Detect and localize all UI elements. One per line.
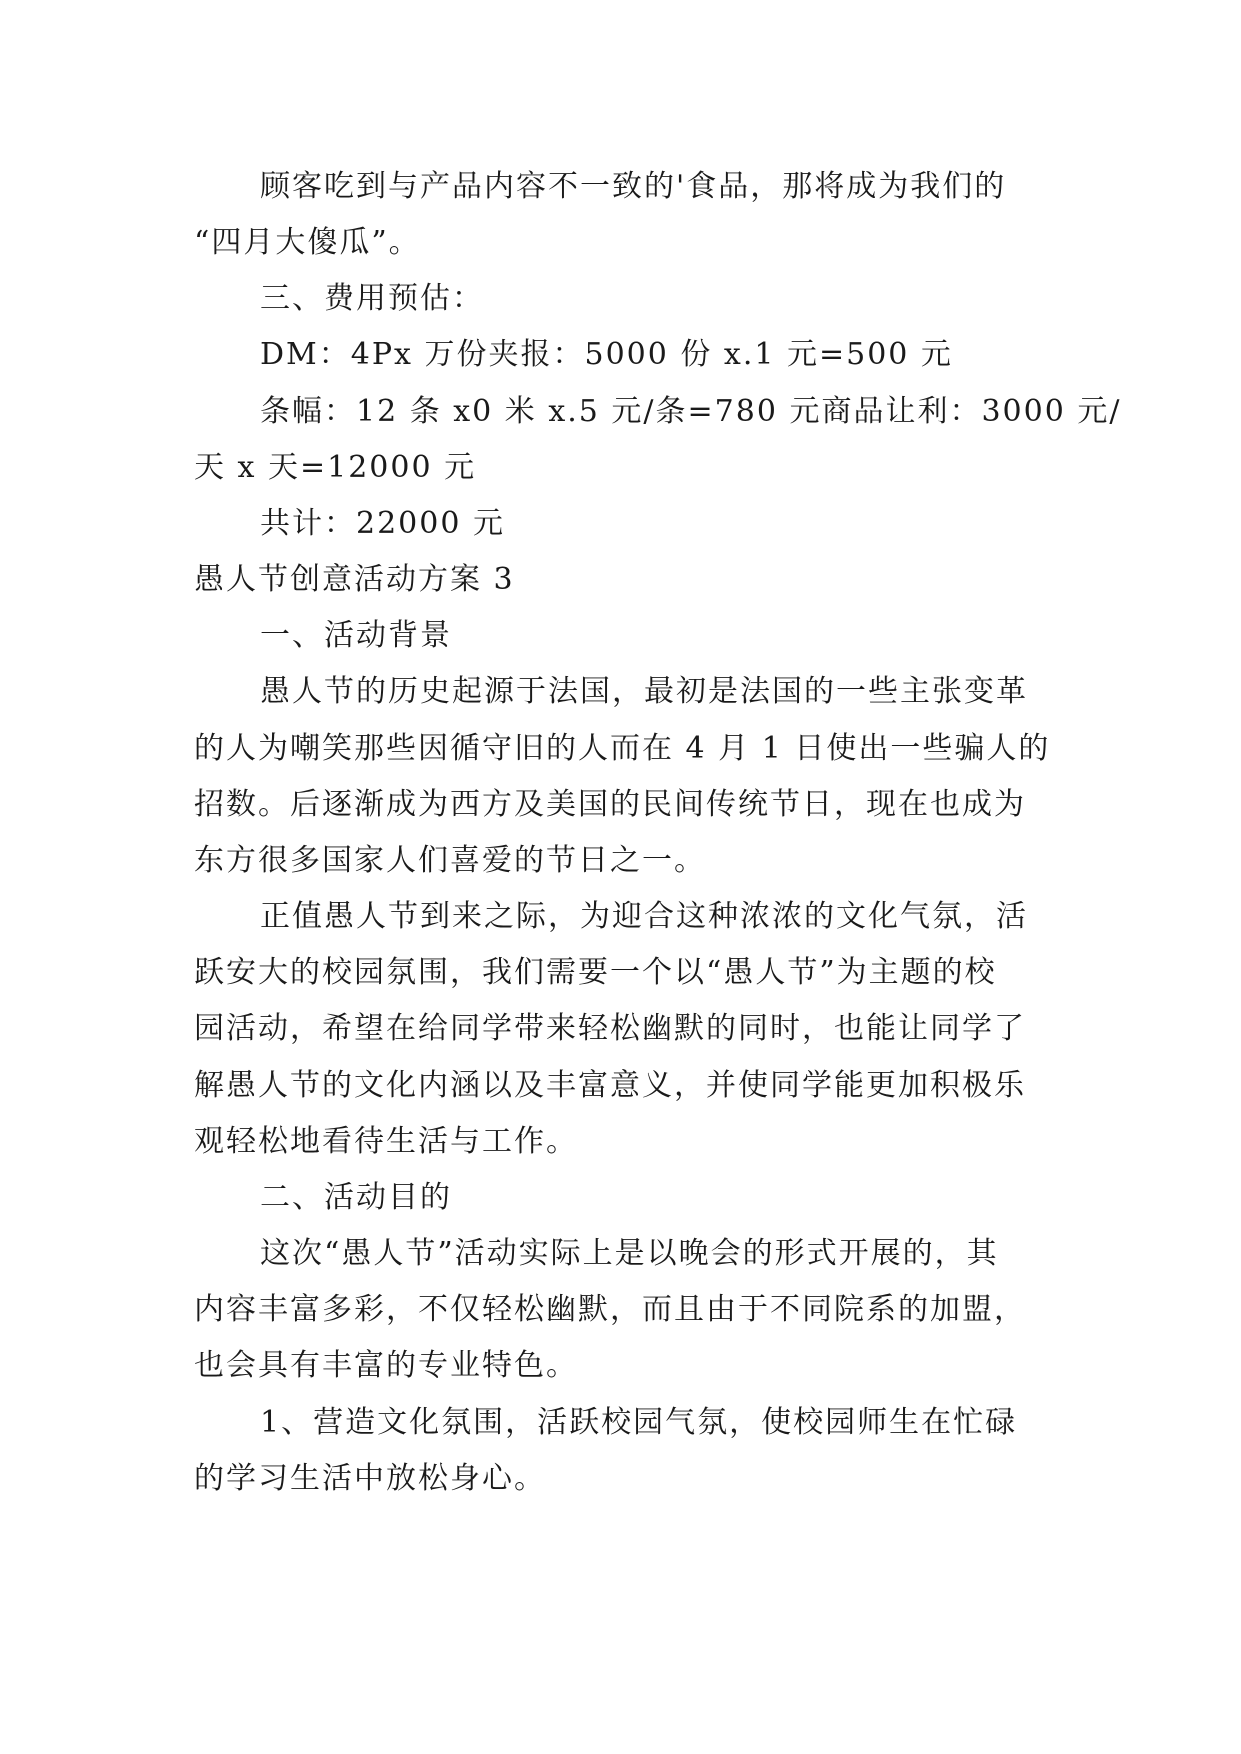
paragraph-line: 愚人节的历史起源于法国，最初是法国的一些主张变革 [260, 674, 1028, 709]
paragraph-line: 解愚人节的文化内涵以及丰富意义，并使同学能更加积极乐 [194, 1068, 1026, 1103]
section-heading: 三、费用预估： [260, 281, 484, 316]
paragraph-line: 天 x 天=12000 元 [194, 450, 477, 485]
paragraph-line: 这次“愚人节”活动实际上是以晚会的形式开展的，其 [260, 1236, 999, 1271]
paragraph-line: 正值愚人节到来之际，为迎合这种浓浓的文化气氛，活 [260, 899, 1028, 934]
paragraph-line: “四月大傻瓜”。 [194, 225, 421, 260]
paragraph-line: 顾客吃到与产品内容不一致的'食品，那将成为我们的 [260, 169, 1007, 204]
paragraph-line: 条幅：12 条 x0 米 x.5 元/条=780 元商品让利：3000 元/ [260, 394, 1122, 429]
paragraph-line: 共计：22000 元 [260, 506, 505, 541]
paragraph-line: 观轻松地看待生活与工作。 [194, 1124, 578, 1159]
paragraph-line: 的人为嘲笑那些因循守旧的人而在 4 月 1 日使出一些骗人的 [194, 731, 1051, 766]
section-heading: 二、活动目的 [260, 1180, 452, 1215]
document-title: 愚人节创意活动方案 3 [194, 562, 515, 597]
paragraph-line: 的学习生活中放松身心。 [194, 1461, 546, 1496]
paragraph-line: 内容丰富多彩，不仅轻松幽默，而且由于不同院系的加盟， [194, 1292, 1026, 1327]
paragraph-line: 1、营造文化氛围，活跃校园气氛，使校园师生在忙碌 [260, 1405, 1018, 1440]
section-heading: 一、活动背景 [260, 618, 452, 653]
paragraph-line: 跃安大的校园氛围，我们需要一个以“愚人节”为主题的校 [194, 955, 997, 990]
paragraph-line: 园活动，希望在给同学带来轻松幽默的同时，也能让同学了 [194, 1011, 1026, 1046]
paragraph-line: 东方很多国家人们喜爱的节日之一。 [194, 843, 706, 878]
paragraph-line: DM：4Px 万份夹报：5000 份 x.1 元=500 元 [260, 337, 953, 372]
paragraph-line: 招数。后逐渐成为西方及美国的民间传统节日，现在也成为 [194, 787, 1026, 822]
paragraph-line: 也会具有丰富的专业特色。 [194, 1348, 578, 1383]
